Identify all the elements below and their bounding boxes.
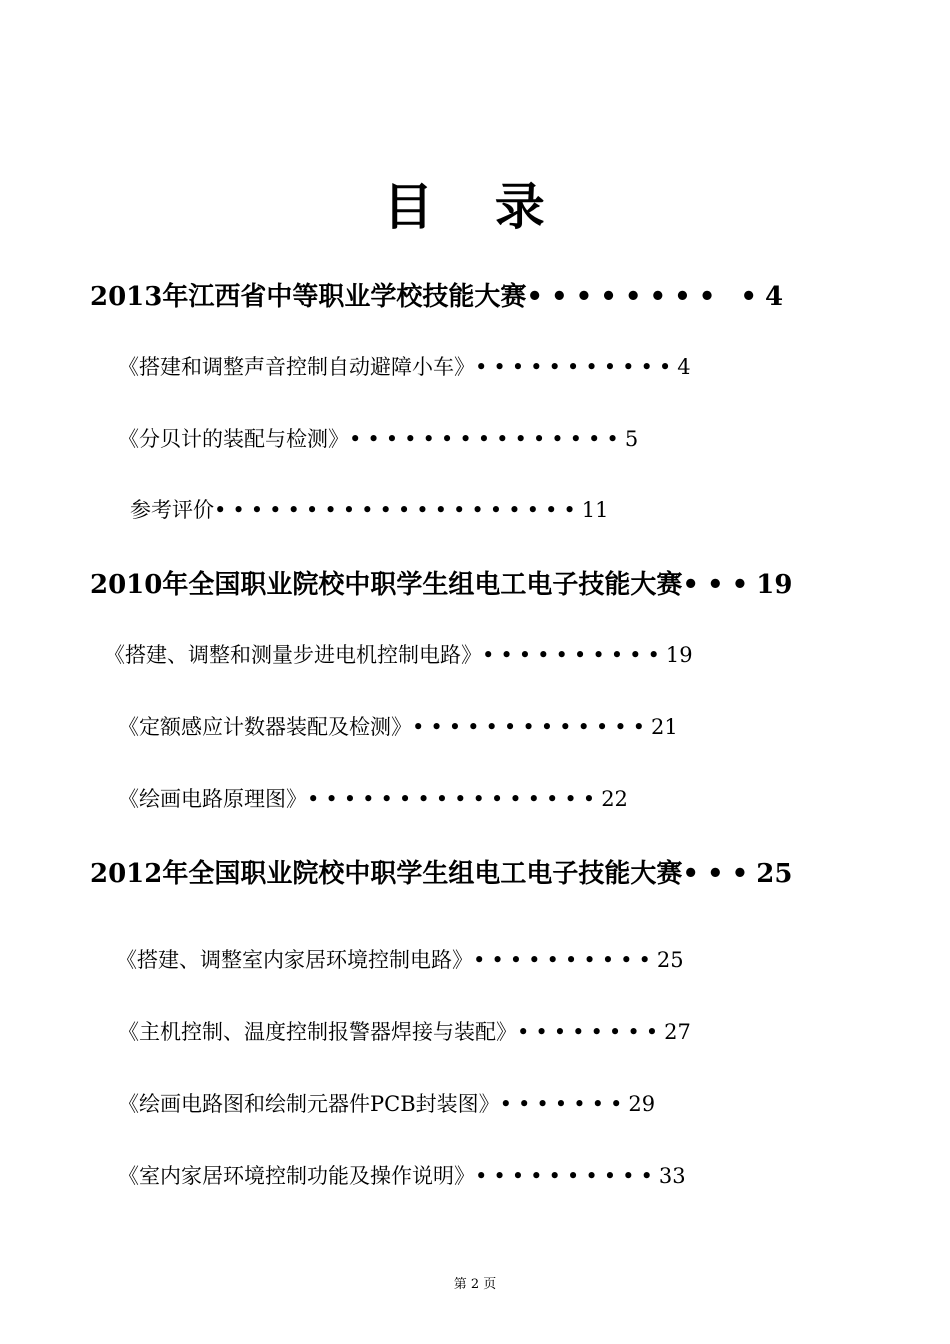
toc-entry-reference-evaluation[interactable] <box>130 500 608 521</box>
toc-leader-dots: •••••••• • <box>526 282 765 312</box>
toc-leader-dots: •••••••••• <box>473 948 657 972</box>
toc-entry-operation-manual[interactable] <box>118 1166 686 1187</box>
toc-page-number: 4 <box>677 355 691 379</box>
toc-entry-schematic-drawing[interactable] <box>118 789 628 810</box>
toc-entry-decibel-meter[interactable] <box>118 429 638 450</box>
toc-page-number: 25 <box>656 948 684 972</box>
toc-entry-title: 《绘画电路图和绘制元器件PCB封装图》 <box>118 1092 500 1116</box>
toc-leader-dots: ••• <box>682 859 757 889</box>
toc-entry-pcb-footprint[interactable] <box>118 1094 655 1115</box>
toc-leader-dots: ••••••• <box>499 1092 629 1116</box>
toc-page-number: 29 <box>628 1092 656 1116</box>
toc-entry-stepper-motor[interactable] <box>104 645 693 666</box>
toc-entry-title: 《搭建和调整声音控制自动避障小车》 <box>118 355 475 379</box>
toc-page-number: 27 <box>664 1020 691 1044</box>
toc-page-number: 25 <box>756 859 793 889</box>
toc-page-number: 19 <box>665 643 693 667</box>
toc-entry-home-environment[interactable] <box>116 950 684 971</box>
toc-entry-competition-2012[interactable] <box>90 861 792 887</box>
toc-entry-title: 2013年江西省中等职业学校技能大赛 <box>90 282 527 312</box>
toc-page-number: 19 <box>756 570 793 600</box>
toc-entry-title: 《搭建、调整和测量步进电机控制电路》 <box>104 643 482 667</box>
toc-leader-dots: •••••••••••••••••••• <box>214 498 582 522</box>
toc-leader-dots: ••• <box>682 570 757 600</box>
toc-entry-title: 《室内家居环境控制功能及操作说明》 <box>118 1164 475 1188</box>
toc-entry-counter-assembly[interactable] <box>118 717 678 738</box>
toc-page-number: 22 <box>601 787 628 811</box>
toc-leader-dots: ••••••••••• <box>475 355 678 379</box>
page-footer-number: 第 2 页 <box>453 1277 497 1292</box>
toc-entry-title: 《分贝计的装配与检测》 <box>118 427 349 451</box>
toc-leader-dots: ••••••••••••••• <box>349 427 625 451</box>
toc-leader-dots: ••••••••••••• <box>412 715 652 739</box>
toc-entry-title: 《主机控制、温度控制报警器焊接与装配》 <box>118 1020 517 1044</box>
toc-leader-dots: •••••••••• <box>475 1164 659 1188</box>
toc-page-number: 11 <box>581 498 609 522</box>
toc-page-number: 4 <box>765 282 784 312</box>
toc-entry-voice-car[interactable] <box>118 357 691 378</box>
toc-entry-title: 《搭建、调整室内家居环境控制电路》 <box>116 948 473 972</box>
toc-entry-title: 2010年全国职业院校中职学生组电工电子技能大赛 <box>90 570 683 600</box>
toc-entry-title: 参考评价 <box>130 498 214 522</box>
toc-leader-dots: •••••••• <box>517 1020 665 1044</box>
toc-entry-title: 《绘画电路原理图》 <box>118 787 307 811</box>
toc-leader-dots: •••••••••••••••• <box>307 787 602 811</box>
toc-page-number: 5 <box>624 427 639 451</box>
toc-page-number: 33 <box>658 1164 686 1188</box>
page-title: 目 录 <box>383 177 567 236</box>
toc-entry-title: 《定额感应计数器装配及检测》 <box>118 715 412 739</box>
toc-entry-competition-2010[interactable] <box>90 572 792 598</box>
toc-entry-competition-2013[interactable] <box>90 284 783 310</box>
toc-page-number: 21 <box>651 715 678 739</box>
toc-entry-temperature-alarm[interactable] <box>118 1022 691 1043</box>
toc-entry-title: 2012年全国职业院校中职学生组电工电子技能大赛 <box>90 859 683 889</box>
toc-leader-dots: •••••••••• <box>482 643 666 667</box>
